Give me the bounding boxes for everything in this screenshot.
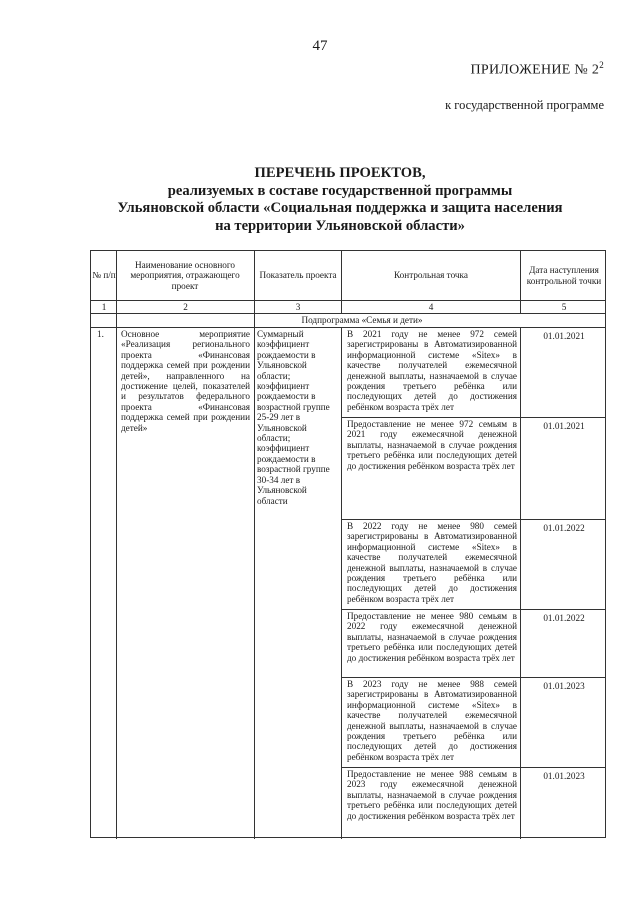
checkpoint-divider-5 [341,767,605,768]
title-line-1: ПЕРЕЧЕНЬ ПРОЕКТОВ, [254,165,426,181]
header-event: Наименование основного мероприятия, отражающего проект [130,259,240,291]
to-program-label: к государственной программе [445,98,604,112]
event-name: Основное мероприятие «Реализация регионального проекта «Финансовая поддержка семей при рождении детей», направленного на достижение целей, показателей и результатов федерального проекта «Финансовая поддержка семей при рождении детей» [121,329,250,433]
projects-table [90,250,606,838]
colnum-1: 1 [101,302,107,312]
checkpoint-text-4: Предоставление не менее 980 семьям в 2022 году ежемесячной денежной выплаты, назначаемой в случае рождения третьего ребёнка или последующих детей до достижения ребёнком возраста трёх лет [347,611,517,663]
checkpoint-text-6: Предоставление не менее 988 семьям в 2023 году ежемесячной денежной выплаты, назначаемой в случае рождения третьего ребёнка или последующих детей до достижения ребёнком возраста трёх лет [347,769,517,821]
checkpoint-text-3: В 2022 году не менее 980 семей зарегистрированы в Автоматизированной информационной системе «Sitex» в качестве получателей ежемесячной денежной выплаты, назначаемой в случае рождения третьего ребёнка или последующих детей до достижения ребёнком возраста трёх лет [347,521,517,604]
checkpoint-date-4: 01.01.2022 [543,613,585,623]
subprogram-label: Подпрограмма «Семья и дети» [301,315,423,325]
checkpoint-divider-4 [341,677,605,678]
checkpoint-date-6: 01.01.2023 [543,771,585,781]
colnum-bottom-line [91,313,605,314]
row-number: 1. [97,329,104,339]
title-line-3: Ульяновской области «Социальная поддержка и защита населения [117,200,563,216]
header-bottom-line [91,300,605,301]
appendix-superscript: 2 [599,60,604,70]
document-title [60,165,620,235]
checkpoint-divider-2 [341,519,605,520]
colnum-4: 4 [428,302,434,312]
page-number: 47 [312,38,328,54]
header-date: Дата наступления контрольной точки [526,265,602,286]
checkpoint-date-5: 01.01.2023 [543,681,585,691]
appendix-text: ПРИЛОЖЕНИЕ № 2 [470,62,600,78]
checkpoint-date-3: 01.01.2022 [543,523,585,533]
checkpoint-date-1: 01.01.2021 [543,331,585,341]
colnum-2: 2 [183,302,188,312]
col-divider-4 [520,327,521,839]
appendix-label [470,60,604,79]
checkpoint-date-2: 01.01.2021 [543,421,585,431]
title-line-2: реализуемых в составе государственной программы [167,182,513,199]
header-num: № п/п [92,270,116,281]
checkpoint-text-1: В 2021 году не менее 972 семей зарегистрированы в Автоматизированной информационной системе «Sitex» в качестве получателей ежемесячной денежной выплаты, назначаемой в случае рождения третьего ребёнка или последующих детей до достижения ребёнком возраста трёх лет [347,329,517,412]
col-divider-2 [254,251,255,839]
checkpoint-divider-1 [341,417,605,418]
checkpoint-text-5: В 2023 году не менее 988 семей зарегистрированы в Автоматизированной информационной системе «Sitex» в качестве получателей ежемесячной денежной выплаты, назначаемой в случае рождения третьего ребёнка или последующих детей до достижения ребёнком возраста трёх лет [347,679,517,762]
colnum-3: 3 [295,302,301,312]
header-indicator: Показатель проекта [259,270,337,281]
checkpoint-text-2: Предоставление не менее 972 семьям в 2021 году ежемесячной денежной выплаты, назначаемой в случае рождения третьего ребёнка или последующих детей до достижения ребёнком возраста трёх лет [347,419,517,471]
indicator-text: Суммарный коэффициент рождаемости в Ульяновской области; коэффициент рождаемости в возрастной группе 25-29 лет в Ульяновской области; коэффициент рождаемости в возрастной группе 30-34 лет в Ульяновской области [257,329,330,506]
checkpoint-divider-3 [341,609,605,610]
title-line-4: на территории Ульяновской области» [215,217,465,234]
subprogram-bottom-line [91,327,605,328]
col-divider-3 [341,327,342,839]
colnum-5: 5 [561,302,567,312]
header-checkpoint: Контрольная точка [394,270,468,281]
col-divider-1 [116,251,117,839]
